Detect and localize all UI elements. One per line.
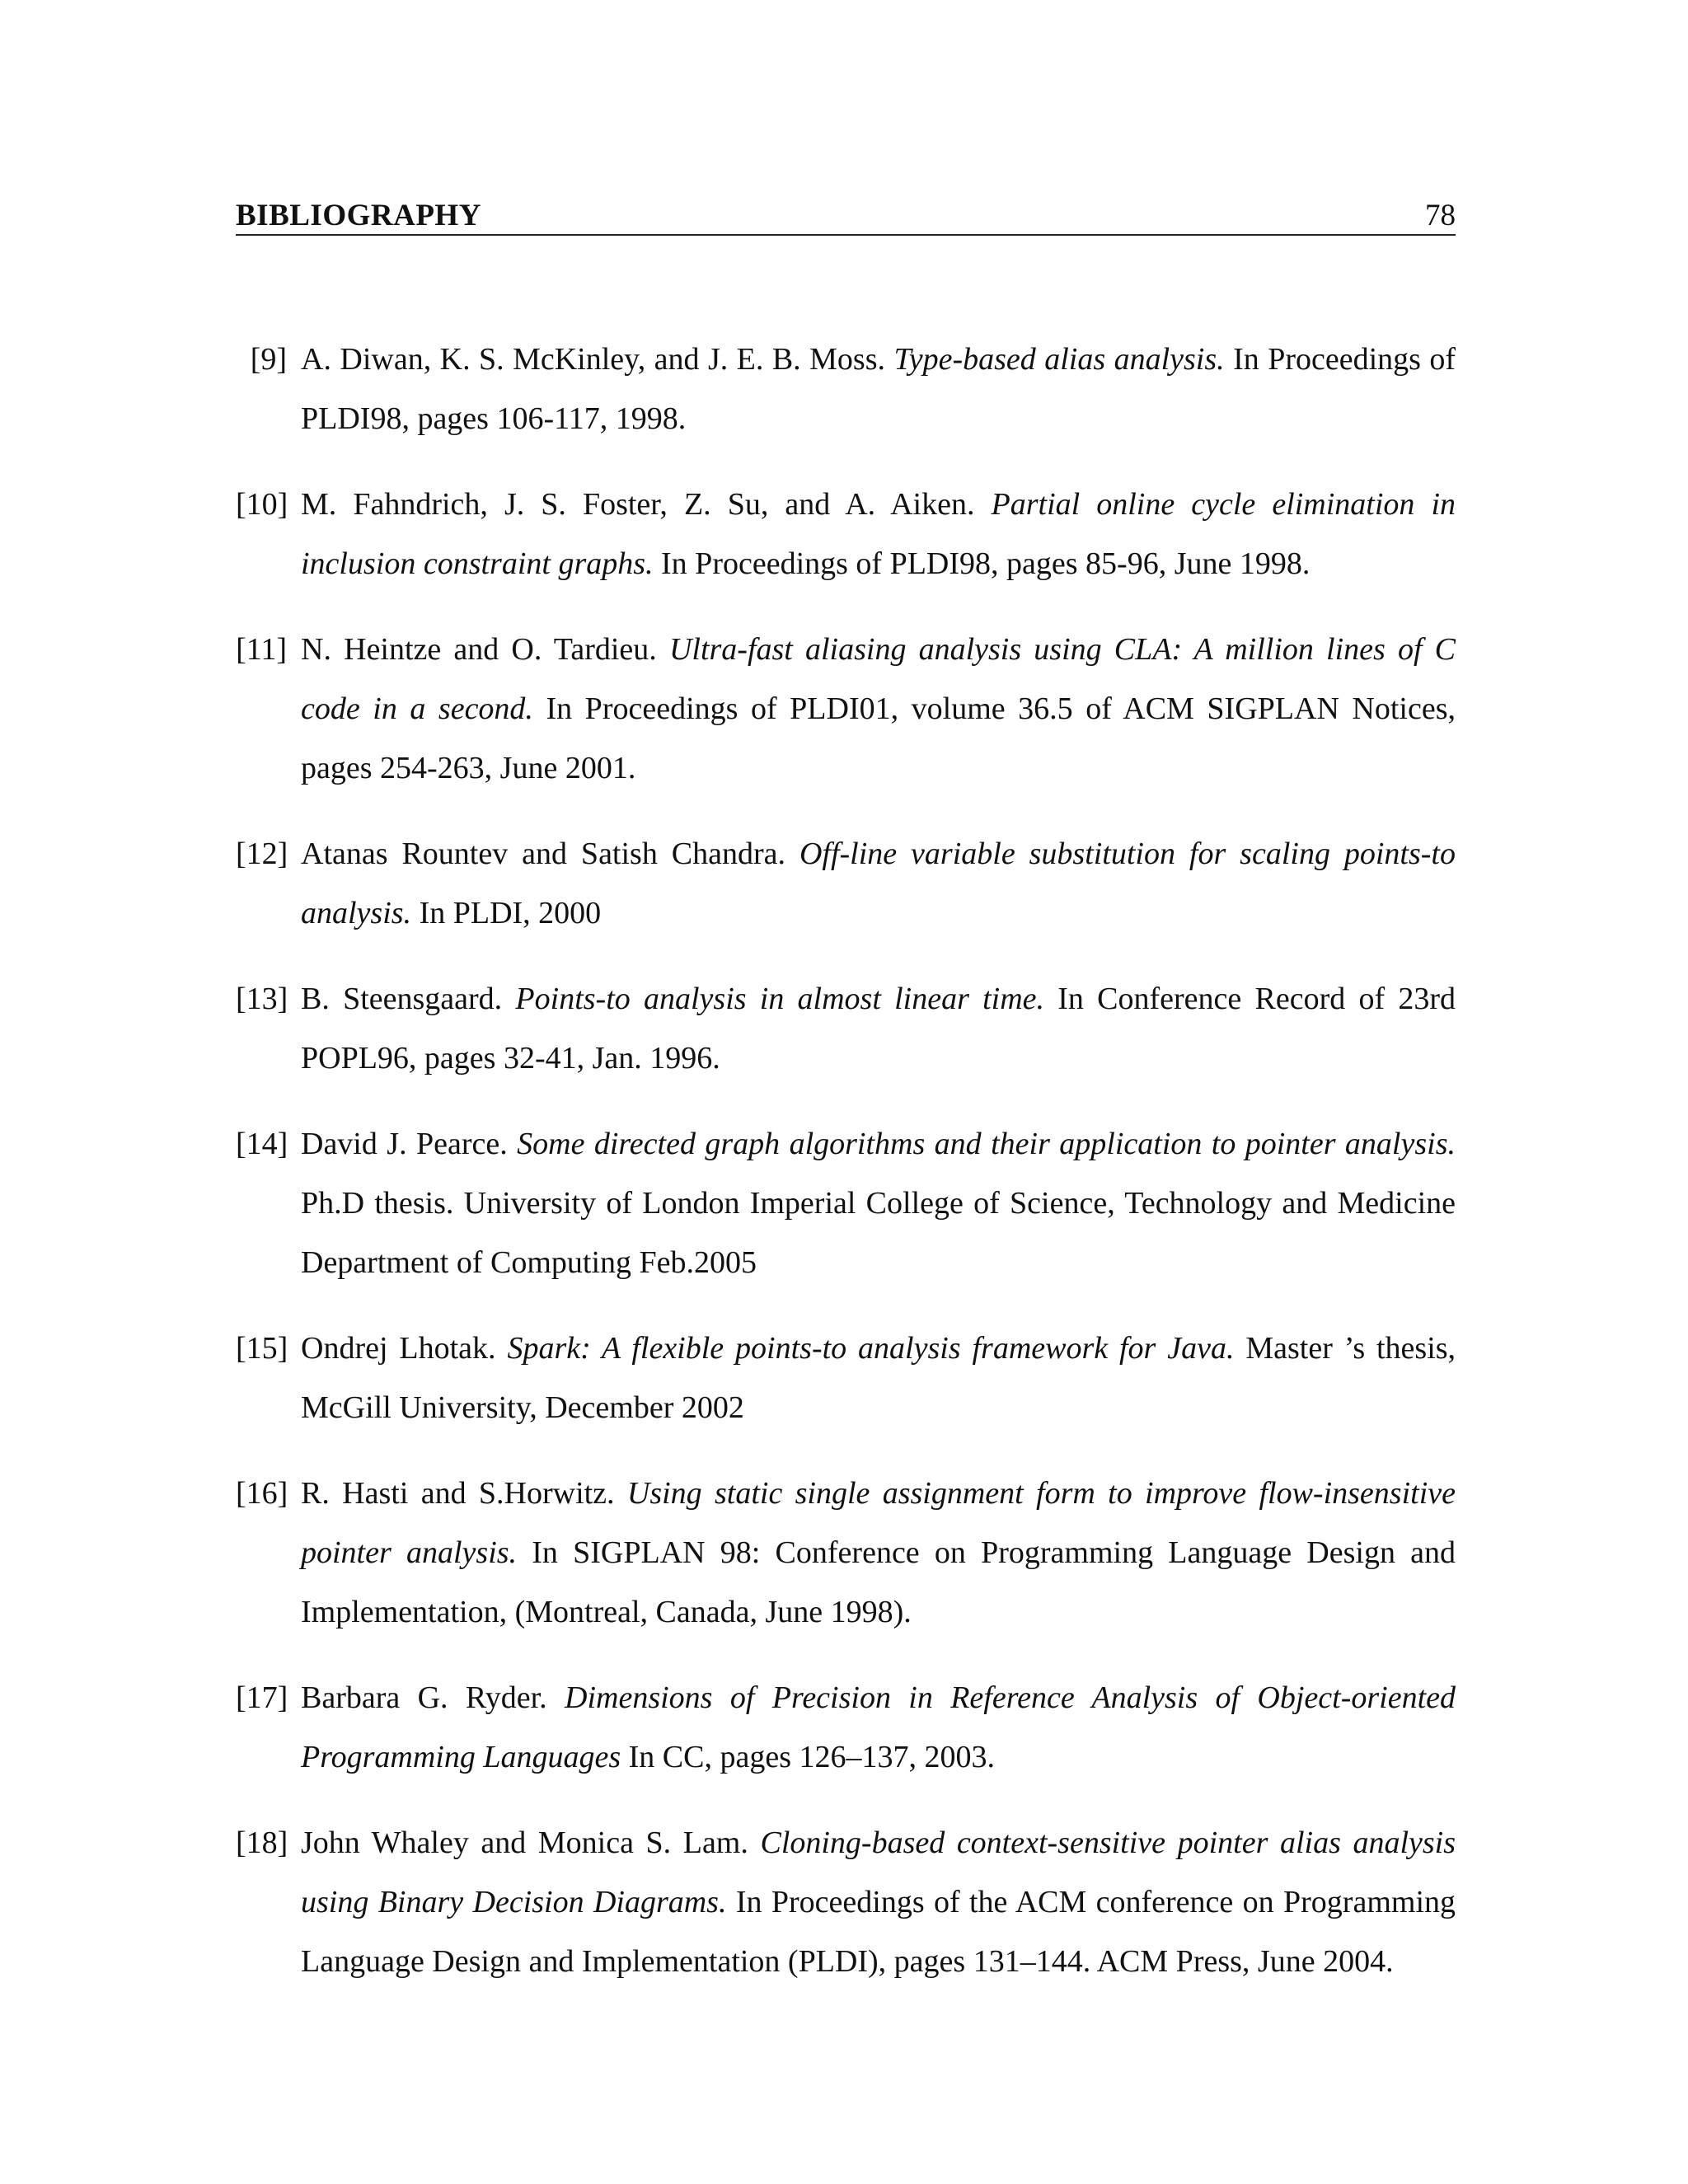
- bib-title: Points-to analysis in almost linear time.: [515, 982, 1045, 1016]
- bibliography-list: [236, 330, 1456, 2018]
- bib-title: Ultra-fast aliasing analysis using CLA: A million lines of C code in a second.: [301, 632, 1456, 726]
- bib-venue: In CC, pages 126–137, 2003.: [628, 1740, 995, 1774]
- bib-authors: R. Hasti and S.Horwitz.: [301, 1476, 615, 1511]
- bib-authors: B. Steensgaard.: [301, 982, 503, 1016]
- bib-authors: David J. Pearce.: [301, 1127, 508, 1161]
- bib-title: Off-line variable substitution for scaling points-to analysis.: [301, 837, 1456, 930]
- bib-entry: [236, 824, 1456, 943]
- bib-authors: M. Fahndrich, J. S. Foster, Z. Su, and A. Aiken.: [301, 487, 975, 522]
- bib-title: Dimensions of Precision in Reference Analysis of Object-oriented Programming Languages: [301, 1680, 1456, 1774]
- bib-venue: Master ’s thesis, McGill University, December 2002: [301, 1331, 1456, 1425]
- bib-label: [12]: [236, 837, 288, 871]
- bib-entry: [236, 475, 1456, 593]
- bib-venue: In Proceedings of PLDI01, volume 36.5 of ACM SIGPLAN Notices, pages 254-263, June 2001.: [301, 691, 1456, 785]
- bib-venue: Ph.D thesis. University of London Imperial College of Science, Technology and Medicine Department of Computing Feb.2005: [301, 1186, 1456, 1280]
- bib-authors: A. Diwan, K. S. McKinley, and J. E. B. Moss.: [301, 342, 885, 377]
- bib-venue: In SIGPLAN 98: Conference on Programming Language Design and Implementation, (Montreal, Canada, June 1998).: [301, 1535, 1456, 1629]
- bib-title: Type-based alias analysis.: [893, 342, 1225, 377]
- bib-entry: [236, 1464, 1456, 1642]
- bib-label: [9]: [250, 342, 287, 377]
- bib-venue: In Proceedings of the ACM conference on Programming Language Design and Implementation (PLDI), pages 131–144. ACM Press, June 2004.: [301, 1885, 1456, 1979]
- bib-venue: In Proceedings of PLDI98, pages 106-117, 1998.: [301, 342, 1456, 436]
- bib-label: [14]: [236, 1127, 288, 1161]
- bib-label: [11]: [236, 632, 287, 667]
- bib-entry: [236, 1114, 1456, 1292]
- bib-label: [16]: [236, 1476, 288, 1511]
- bib-entry: [236, 620, 1456, 798]
- page-number: 78: [1425, 199, 1456, 232]
- bib-title: Using static single assignment form to improve flow-insensitive pointer analysis.: [301, 1476, 1456, 1570]
- bib-title: Cloning-based context-sensitive pointer alias analysis using Binary Decision Diagrams.: [301, 1825, 1456, 1919]
- bib-venue: In PLDI, 2000: [419, 896, 602, 930]
- bib-entry: [236, 330, 1456, 448]
- bib-label: [13]: [236, 982, 288, 1016]
- bib-authors: Ondrej Lhotak.: [301, 1331, 496, 1366]
- bib-entry: [236, 1813, 1456, 1991]
- bib-authors: Barbara G. Ryder.: [301, 1680, 547, 1715]
- bib-authors: Atanas Rountev and Satish Chandra.: [301, 837, 785, 871]
- bib-title: Spark: A flexible points-to analysis framework for Java.: [507, 1331, 1235, 1366]
- running-header: [236, 196, 1456, 236]
- bib-label: [18]: [236, 1825, 288, 1860]
- bib-venue: In Proceedings of PLDI98, pages 85-96, June 1998.: [661, 546, 1311, 581]
- bib-entry: [236, 1319, 1456, 1437]
- bib-entry: [236, 969, 1456, 1088]
- bib-label: [17]: [236, 1680, 288, 1715]
- bib-venue: In Conference Record of 23rd POPL96, pages 32-41, Jan. 1996.: [301, 982, 1456, 1076]
- bib-entry: [236, 1668, 1456, 1787]
- bib-title: Some directed graph algorithms and their application to pointer analysis.: [517, 1127, 1456, 1161]
- bib-authors: John Whaley and Monica S. Lam.: [301, 1825, 748, 1860]
- bib-authors: N. Heintze and O. Tardieu.: [301, 632, 657, 667]
- chapter-title: BIBLIOGRAPHY: [236, 199, 481, 232]
- bib-label: [10]: [236, 487, 288, 522]
- bib-title: Partial online cycle elimination in inclusion constraint graphs.: [301, 487, 1456, 581]
- bib-label: [15]: [236, 1331, 288, 1366]
